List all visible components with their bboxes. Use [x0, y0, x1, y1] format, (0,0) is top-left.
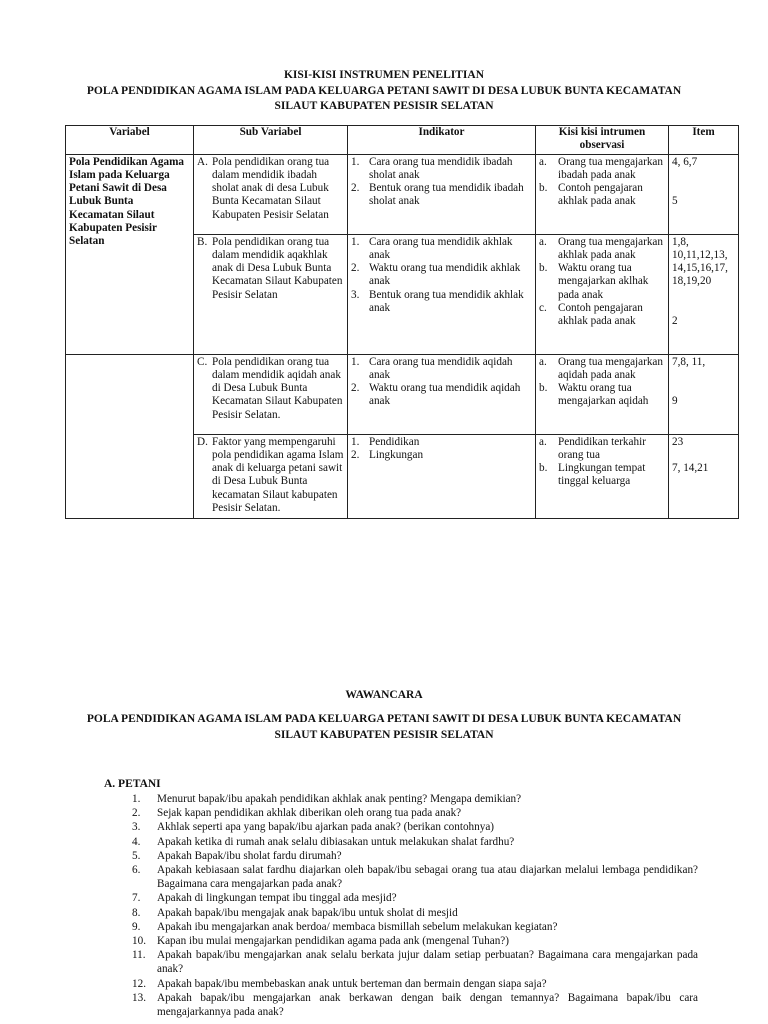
- question-item: [132, 948, 698, 976]
- indicator-item: 1. Pendidikan: [351, 435, 420, 448]
- kisi-cell: [536, 434, 669, 518]
- doc-subtitle-line2: SILAUT KABUPATEN PESISIR SELATAN: [274, 100, 494, 112]
- kisi-item: b. Contoh pengajaran akhlak pada anak: [539, 182, 643, 208]
- indicator-cell: [348, 434, 536, 518]
- header-sub-variabel: Sub Variabel: [194, 126, 348, 155]
- item-number: [672, 449, 735, 462]
- sub-variable-marker: B.: [197, 235, 208, 248]
- indicator-item: 2. Waktu orang tua mendidik akhlak anak: [351, 262, 521, 288]
- question-text: Akhlak seperti apa yang bapak/ibu ajarkan pada anak? (berikan contohnya): [157, 821, 495, 834]
- question-text: Menurut bapak/ibu apakah pendidikan akhlak anak penting? Mengapa demikian?: [157, 793, 522, 805]
- interview-title: WAWANCARA: [345, 689, 423, 701]
- sub-variable-text: Pola pendidikan orang tua dalam mendidik aqidah anak di Desa Lubuk Bunta Kecamatan Silaut Kabupaten Pesisir Selatan.: [212, 355, 343, 421]
- item-number: 9: [672, 395, 678, 408]
- question-text: Sejak kapan pendidikan akhlak diberikan oleh orang tua pada anak?: [157, 807, 462, 820]
- interview-subtitle-line1: POLA PENDIDIKAN AGAMA ISLAM PADA KELUARGA PETANI SAWIT DI DESA LUBUK BUNTA KECAMATAN: [86, 713, 682, 725]
- table-row: [66, 154, 739, 234]
- question-item: [132, 991, 698, 1019]
- header-indikator: Indikator: [348, 126, 536, 155]
- item-number: 10,11,12,13,: [672, 248, 728, 261]
- question-text: Apakah kebiasaan salat fardhu diajarkan oleh bapak/ibu sebagai orang tua atau diajarkan melalui lembaga pendidikan? Bagaimana cara mengajarkan pada anak?: [157, 864, 698, 891]
- item-number: [672, 382, 735, 395]
- question-item: [132, 835, 698, 849]
- question-text: Apakah ketika di rumah anak selalu dibiasakan untuk melakukan shalat fardhu?: [157, 835, 515, 848]
- question-number: 9.: [132, 920, 141, 933]
- question-list: [132, 792, 698, 1019]
- doc-subtitle-line1: POLA PENDIDIKAN AGAMA ISLAM PADA KELUARGA PETANI SAWIT DI DESA LUBUK BUNTA KECAMATAN: [86, 85, 682, 97]
- question-text: Apakah bapak/ibu mengajarkan anak berkawan dengan baik dengan temannya? Bagaimana bapak/ibu cara mengajarkannya pada anak?: [157, 991, 698, 1019]
- indicator-item: 1. Cara orang tua mendidik aqidah anak: [351, 355, 513, 381]
- question-item: [132, 792, 698, 806]
- sub-variable-cell: [194, 154, 348, 234]
- item-number: [672, 302, 735, 315]
- question-number: 3.: [132, 821, 141, 834]
- kisi-item: a. Orang tua mengajarkan aqidah pada anak: [539, 355, 663, 381]
- sub-variable-text: Pola pendidikan orang tua dalam mendidik ibadah sholat anak di desa Lubuk Bunta Kecamatan Silaut Kabupaten Pesisir Selatan: [212, 155, 330, 221]
- instrument-table: [65, 125, 739, 519]
- question-number: 5.: [132, 849, 141, 862]
- kisi-item: b. Waktu orang tua mengajarkan aklhak pada anak: [539, 262, 649, 301]
- question-number: 4.: [132, 835, 141, 848]
- question-text: Apakah di lingkungan tempat ibu tinggal ada mesjid?: [157, 892, 397, 905]
- kisi-cell: [536, 154, 669, 234]
- question-number: 11.: [132, 949, 146, 962]
- kisi-item: b. Lingkungan tempat tinggal keluarga: [539, 462, 646, 488]
- item-number: 7, 14,21: [672, 462, 709, 475]
- sub-variable-text: Faktor yang mempengaruhi pola pendidikan agama Islam anak di keluarga petani sawit di Desa Lubuk Bunta kecamatan Silaut kabupaten Pesisir Selatan.: [212, 435, 344, 515]
- item-number: 4, 6,7: [672, 155, 698, 168]
- item-cell: [669, 354, 739, 434]
- question-item: [132, 820, 698, 834]
- indicator-item: 3. Bentuk orang tua mendidik akhlak anak: [351, 288, 524, 315]
- item-number: [672, 169, 735, 182]
- kisi-cell: [536, 354, 669, 434]
- item-number: 5: [672, 195, 678, 208]
- item-number: [672, 182, 735, 195]
- item-number: [672, 289, 735, 302]
- question-number: 12.: [132, 977, 146, 990]
- question-text: Kapan ibu mulai mengajarkan pendidikan agama pada ank (mengenal Tuhan?): [157, 935, 509, 948]
- question-number: 7.: [132, 892, 141, 905]
- question-text: Apakah bapak/ibu membebaskan anak untuk berteman dan bermain dengan siapa saja?: [157, 977, 547, 990]
- question-text: Apakah bapak/ibu mengajarkan anak selalu berkata jujur dalam setiap perbuatan? Bagaimana cara mengajarkan pada anak?: [157, 949, 698, 976]
- question-text: Apakah bapak/ibu mengajak anak bapak/ibu untuk sholat di mesjid: [157, 906, 458, 919]
- question-number: 2.: [132, 807, 141, 820]
- kisi-item: b. Waktu orang tua mengajarkan aqidah: [539, 382, 649, 408]
- indicator-item: 2. Bentuk orang tua mendidik ibadah sholat anak: [351, 182, 524, 208]
- indicator-cell: [348, 154, 536, 234]
- header-variabel: Variabel: [66, 126, 194, 155]
- interview-subtitle-line2: SILAUT KABUPATEN PESISIR SELATAN: [274, 729, 494, 741]
- item-number: 7,8, 11,: [672, 355, 706, 368]
- question-item: [132, 849, 698, 863]
- question-number: 10.: [132, 935, 146, 948]
- sub-variable-cell: [194, 354, 348, 434]
- question-text: Apakah ibu mengajarkan anak berdoa/ membaca bismillah sebelum melakukan kegiatan?: [157, 920, 558, 933]
- indicator-cell: [348, 234, 536, 354]
- question-item: [132, 863, 698, 891]
- sub-variable-marker: A.: [197, 155, 208, 168]
- item-cell: [669, 234, 739, 354]
- item-cell: [669, 434, 739, 518]
- question-item: [132, 891, 698, 905]
- item-number: 23: [672, 435, 684, 448]
- question-item: [132, 920, 698, 934]
- item-cell: [669, 154, 739, 234]
- indicator-cell: [348, 354, 536, 434]
- kisi-item: a. Orang tua mengajarkan ibadah pada anak: [539, 155, 663, 181]
- question-item: [132, 906, 698, 920]
- doc-title: KISI-KISI INSTRUMEN PENELITIAN: [283, 69, 485, 81]
- question-number: 1.: [132, 793, 141, 805]
- kisi-item: a. Orang tua mengajarkan akhlak pada anak: [539, 235, 663, 261]
- sub-variable-text: Pola pendidikan orang tua dalam mendidik aqakhlak anak di Desa Lubuk Bunta Kecamatan Silaut Kabupaten Pesisir Selatan: [212, 235, 343, 301]
- kisi-cell: [536, 234, 669, 354]
- table-row: [66, 354, 739, 434]
- indicator-item: 1. Cara orang tua mendidik akhlak anak: [351, 235, 513, 261]
- item-number: 1,8,: [672, 235, 689, 248]
- item-number: 18,19,20: [672, 275, 712, 288]
- sub-variable-marker: C.: [197, 355, 208, 368]
- variable-cell: Pola Pendidikan Agama Islam pada Keluarga Petani Sawit di Desa Lubuk Bunta Kecamatan Silaut Kabupaten Pesisir Selatan: [66, 154, 194, 354]
- question-item: [132, 977, 698, 991]
- sub-variable-cell: [194, 434, 348, 518]
- question-number: 8.: [132, 906, 141, 919]
- sub-variable-cell: [194, 234, 348, 354]
- sub-variable-marker: D.: [197, 435, 208, 448]
- question-number: 6.: [132, 864, 141, 877]
- indicator-item: 2. Lingkungan: [351, 448, 424, 461]
- item-number: [672, 369, 735, 382]
- indicator-item: 1. Cara orang tua mendidik ibadah sholat anak: [351, 155, 513, 181]
- item-number: 2: [672, 315, 678, 328]
- question-item: [132, 806, 698, 820]
- header-kisi-kisi: Kisi kisi intrumen observasi: [536, 126, 669, 155]
- question-number: 13.: [132, 991, 146, 1004]
- item-number: 14,15,16,17,: [672, 262, 728, 275]
- question-item: [132, 934, 698, 948]
- variable-cell-empty: [66, 354, 194, 518]
- indicator-item: 2. Waktu orang tua mendidik aqidah anak: [351, 382, 521, 408]
- kisi-item: a. Pendidikan terkahir orang tua: [539, 435, 646, 461]
- section-heading: A. PETANI: [104, 778, 161, 790]
- header-item: Item: [669, 126, 739, 155]
- table-header-row: [66, 126, 739, 155]
- kisi-item: c. Contoh pengajaran akhlak pada anak: [539, 302, 643, 328]
- question-text: Apakah Bapak/ibu sholat fardu dirumah?: [157, 849, 342, 862]
